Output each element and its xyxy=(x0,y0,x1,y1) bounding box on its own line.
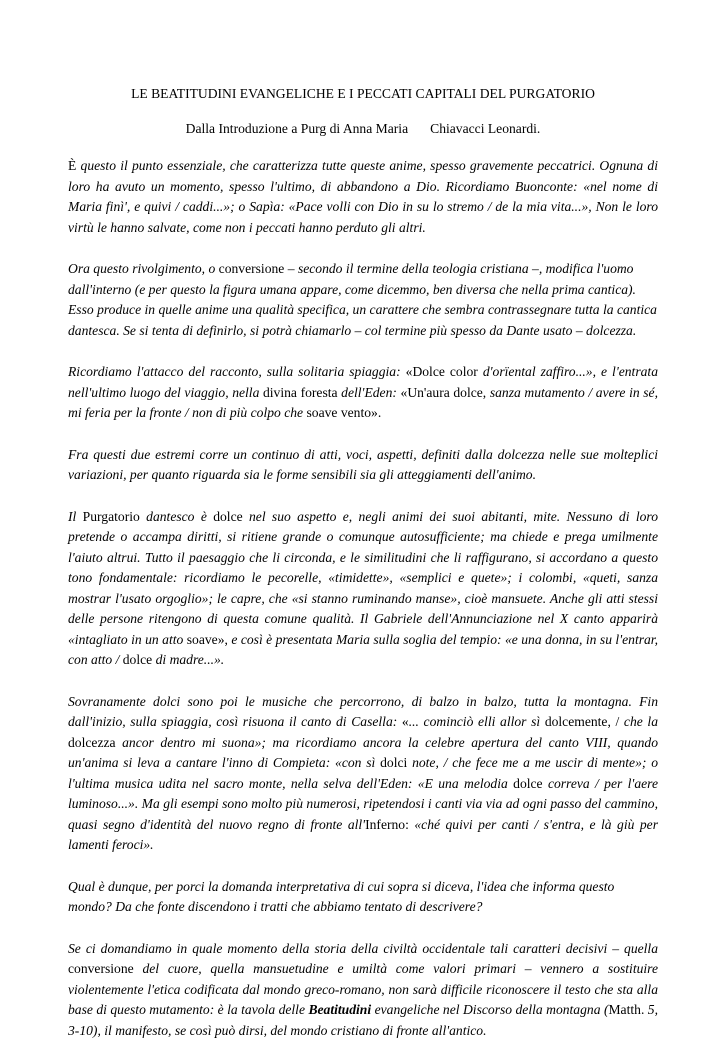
text-segment: di madre...». xyxy=(155,652,225,667)
text-segment: «Dolce color xyxy=(405,364,483,379)
document-page xyxy=(68,84,658,1062)
text-segment: e così è presentata Maria sulla soglia del tempio: «e una donna, in su l'entrar, con atto / xyxy=(68,631,658,667)
text-segment: soave vento». xyxy=(306,405,382,420)
text-segment: che la xyxy=(623,714,658,729)
text-segment: Purgatorio xyxy=(82,508,147,524)
paragraph xyxy=(68,507,658,671)
text-segment: del cuore, quella mansuetudine e umiltà come valori primari – vennero a sostituire violentemente l'etica codificata dal mondo greco-romano, non sarà difficile riconoscere il testo che sta alla base di questo mutamento: è la tavola delle xyxy=(68,961,658,1017)
text-segment: Qual è dunque, per porci la domanda interpretativa di cui sopra si diceva, l'idea che informa questo mondo? Da che fonte discendono i tratti che abbiamo tentato di descrivere? xyxy=(68,878,615,914)
text-segment: d'orïental zaffiro...», e l'entrata nell'ultimo luogo del viaggio, nella xyxy=(68,364,658,400)
text-segment: nel suo aspetto e, negli animi dei suoi abitanti, mite. Nessuno di loro pretende o accampa diritti, si ritiene grande o comunque autosufficiente; ma chiede e prega umilmente l'aiuto altrui. Tutto il paesaggio che li circonda, e le similitudini che li raffigurano, si accordano a questo tono fondamentale: ricordiamo le pecorelle, «timidette», «semplici e quete»; i colombi, «queti, sanza mostrar l'usato orgoglio»; le capre, che «si stanno ruminando manse», cioè mansuete. Anche gli atti stessi delle persone ritengono di questa comune qualità. Il Gabriele dell'Annunciazione nel X canto apparirà «intagliato in un atto xyxy=(68,508,659,647)
paragraph xyxy=(68,939,658,1042)
subtitle-author-surname: Chiavacci Leonardi. xyxy=(430,120,541,136)
text-segment: ... cominciò elli allor sì xyxy=(408,714,545,729)
text-segment: Ricordiamo l'attacco del racconto, sulla solitaria spiaggia: xyxy=(68,364,406,379)
text-segment: correva / per l'aere luminoso...». Ma gli esempi sono molto più numerosi, ripetendosi i canti via via ad ogni passo del cammino, quasi segno d'identità del nuovo regno di fronte all' xyxy=(68,775,658,832)
text-segment: conversione xyxy=(68,961,143,976)
text-segment: dantesco è xyxy=(146,508,214,524)
text-segment: Inferno: xyxy=(365,816,415,832)
text-segment: soave», xyxy=(186,631,232,647)
text-segment: Beatitudini xyxy=(308,1002,372,1017)
text-segment: evangeliche nel Discorso della montagna ( xyxy=(371,1002,609,1017)
paragraph xyxy=(68,156,658,238)
text-segment: ancor dentro mi suona»; ma ricordiamo ancora la celebre apertura del canto VIII, quando un'anima si leva a cantare l'inno di Compieta: «con sì xyxy=(68,734,659,770)
text-segment: note, / che fece me a me uscir di mente»; o l'ultima musica udita nel sacro monte, nella selva dell'Eden: «E una melodia xyxy=(68,755,658,791)
paragraph xyxy=(68,259,658,341)
text-segment: dolcezza xyxy=(68,734,123,750)
text-segment: dolci xyxy=(380,755,413,770)
text-segment: Se ci domandiamo in quale momento della storia della civiltà occidentale tali caratteri decisivi – quella xyxy=(68,940,658,956)
text-segment: sanza mutamento / avere in sé, mi feria per la fronte / non di più colpo che xyxy=(68,384,658,420)
paragraph xyxy=(68,692,658,856)
document-subtitle xyxy=(68,119,658,140)
text-segment: Matth. xyxy=(608,1002,648,1017)
text-segment: dolcemente, / xyxy=(544,714,624,729)
text-segment: Il xyxy=(68,508,83,524)
text-segment: «ché quivi per canti / s'entra, e là giù per lamenti feroci». xyxy=(68,816,658,852)
text-segment: dolce xyxy=(122,652,156,667)
text-segment: dolce xyxy=(513,775,548,791)
text-segment: 5, 3-10), il manifesto, se così può dirsi, del mondo cristiano di fronte all'antico. xyxy=(68,1002,658,1038)
document-title: LE BEATITUDINI EVANGELICHE E I PECCATI CAPITALI DEL PURGATORIO xyxy=(131,86,595,101)
text-segment: dell'Eden: xyxy=(341,384,401,400)
paragraph xyxy=(68,445,658,486)
paragraph xyxy=(68,362,658,424)
text-segment: È xyxy=(68,158,81,173)
text-segment: Fra questi due estremi corre un continuo di atti, voci, aspetti, definiti dalla dolcezza nelle sue molteplici variazioni, per quanto riguarda sia le forme sensibili sia gli atteggiamenti dell'animo. xyxy=(68,446,658,482)
body-text xyxy=(68,156,658,1041)
text-segment: dolce xyxy=(213,508,249,524)
text-segment: Sovranamente dolci sono poi le musiche che percorrono, di balzo in balzo, tutta la montagna. Fin dall'inizio, sulla spiaggia, così risuona il canto di Casella: xyxy=(68,693,658,729)
subtitle-source: Dalla Introduzione a Purg di Anna Maria xyxy=(185,120,409,136)
text-segment: questo il punto essenziale, che caratterizza tutte queste anime, spesso gravemente peccatrici. Ognuna di loro ha avuto un momento, spesso l'ultimo, di abbandono a Dio. Ricordiamo Buonconte: «nel nome di Maria finì', e quivi / caddi...»; o Sapìa: «Pace volli con Dio in su lo stremo / de la mia vita...», Non le loro virtù le hanno salvate, come non i peccati hanno perduto gli altri. xyxy=(68,158,659,235)
text-segment: Ora questo rivolgimento, o xyxy=(68,261,219,276)
text-segment: – secondo il termine della teologia cristiana –, modifica l'uomo dall'interno (e per questo la figura umana appare, come dicemmo, ben diversa che nella prima cantica). Esso produce in quelle anime una qualità specifica, un carattere che sembra contrassegnare tutta la cantica dantesca. Se si tenta di definirlo, si potrà chiamarlo – col termine più spesso da Dante usato – dolcezza. xyxy=(68,261,657,338)
text-segment: «Un'aura dolce, xyxy=(400,384,490,400)
paragraph xyxy=(68,877,658,918)
text-segment: « xyxy=(401,714,409,729)
text-segment: divina foresta xyxy=(262,384,342,400)
text-segment: conversione xyxy=(218,261,285,276)
